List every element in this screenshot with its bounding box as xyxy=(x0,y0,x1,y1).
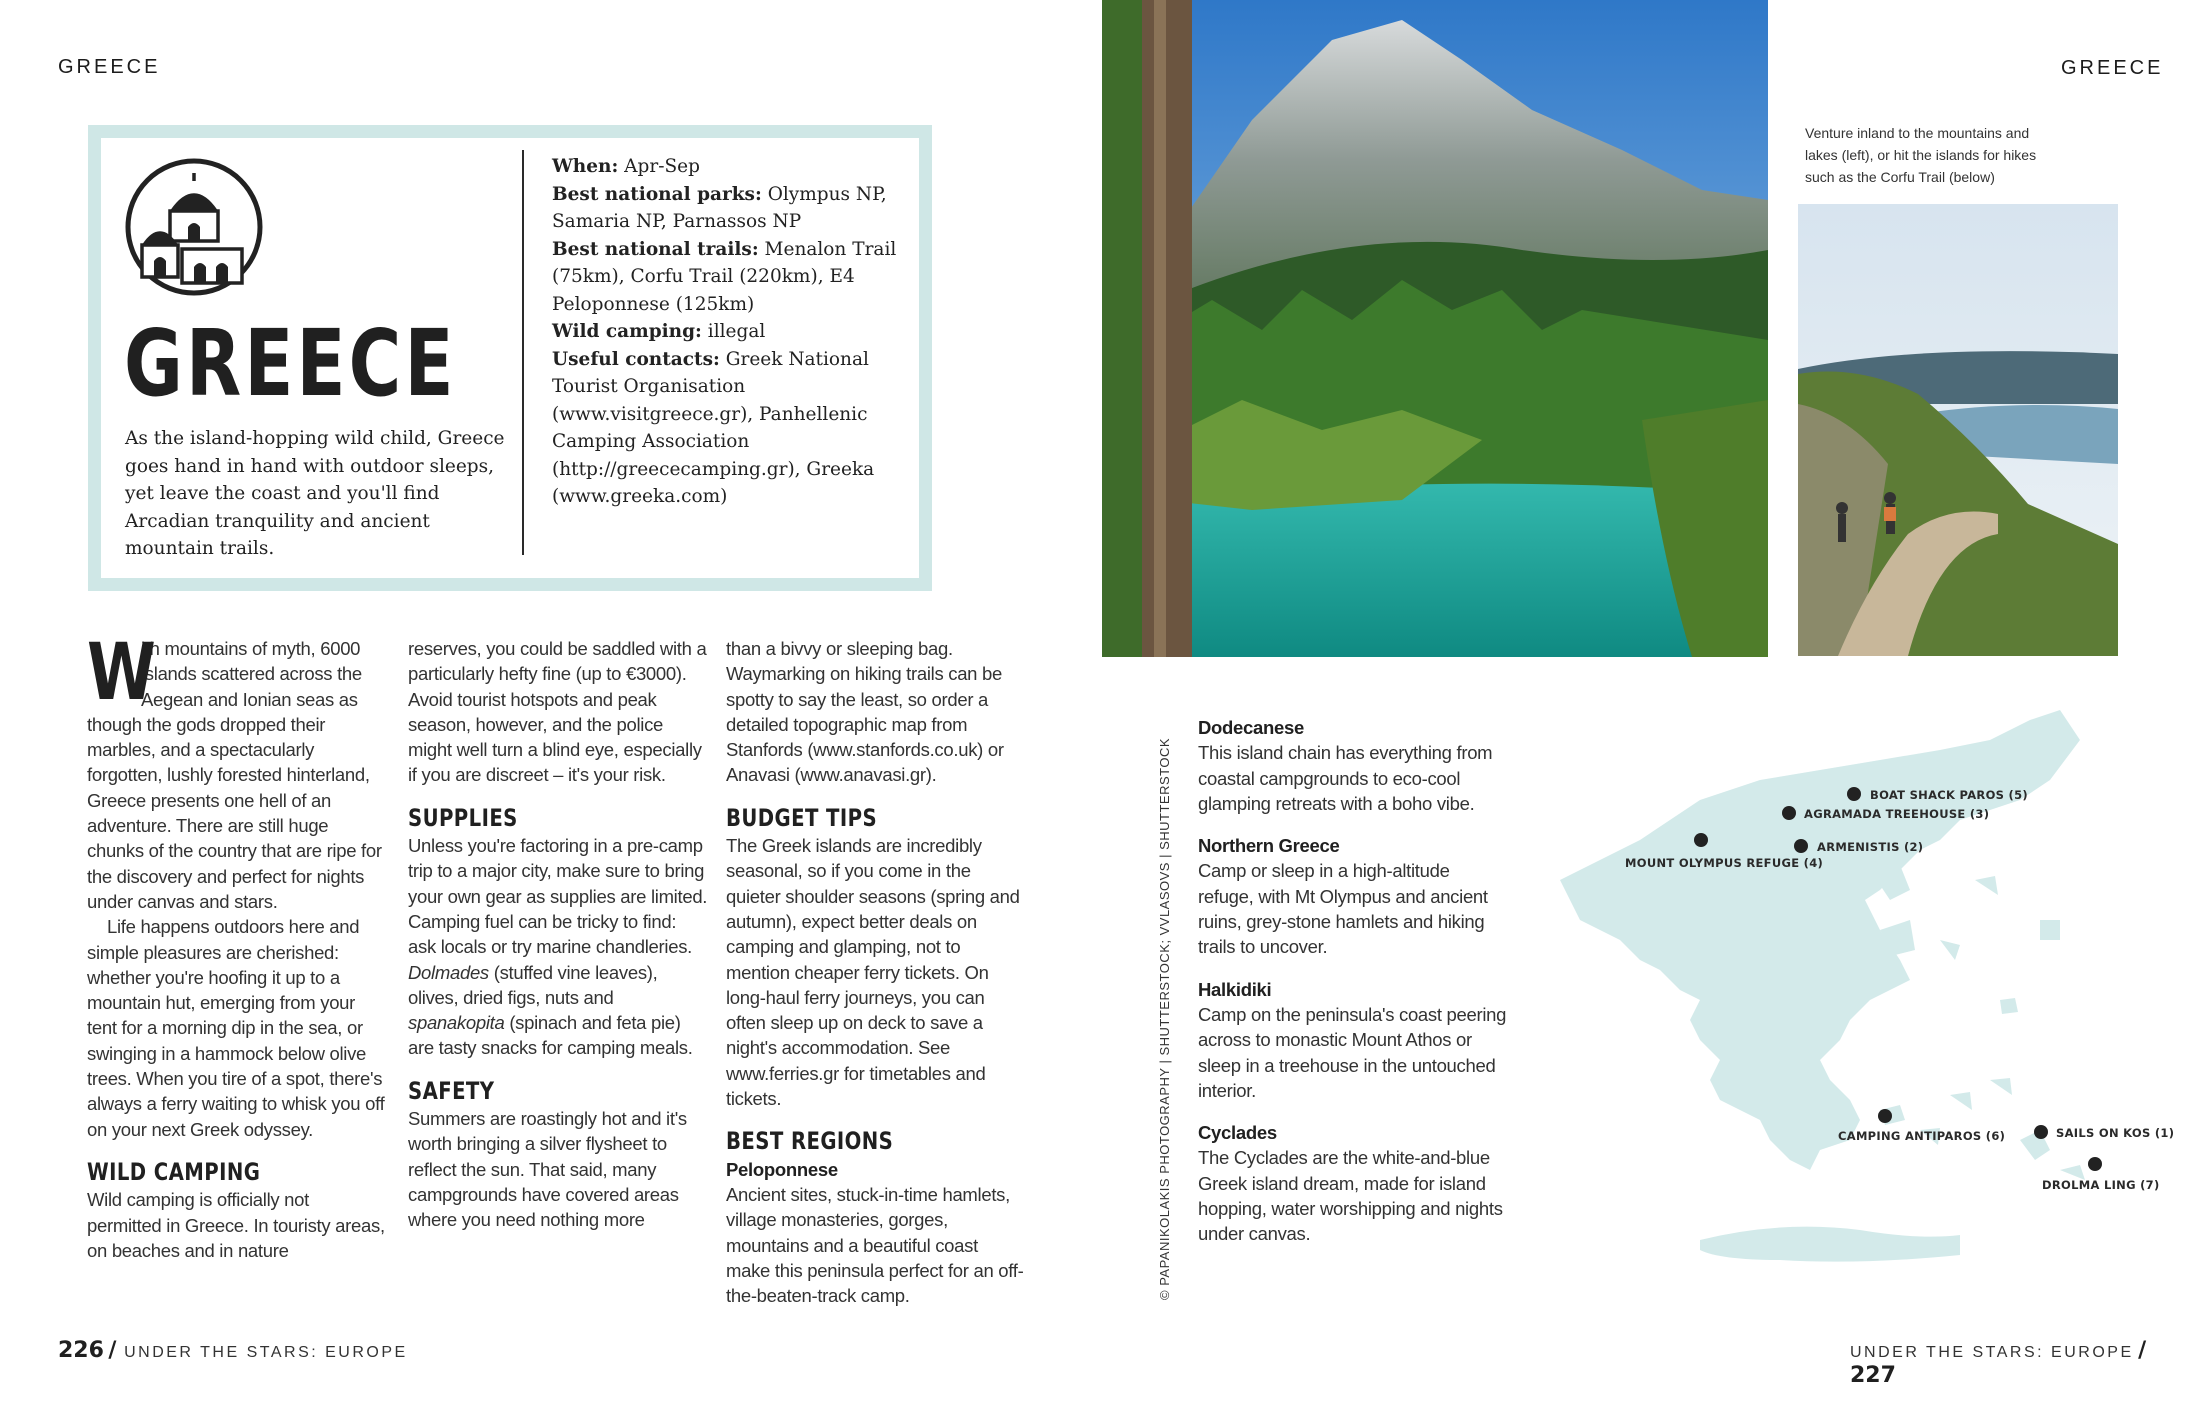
region-name: Cyclades xyxy=(1198,1122,1277,1144)
info-box-divider xyxy=(522,150,524,555)
body-column-3 xyxy=(726,636,1026,1308)
running-head-right: GREECE xyxy=(2061,57,2164,79)
region-text: The Cyclades are the white-and-blue Greek island dream, made for island hopping, water worshipping and nights under canvas. xyxy=(1198,1147,1503,1245)
fact-wild-camping: Wild camping: illegal xyxy=(552,321,766,342)
body-paragraph: ith mountains of myth, 6000 islands scattered across the Aegean and Ionian seas as though the gods dropped their marbles, and a spectacularly forgotten, lushly forested hinterland, Greece presents one hell of an adventure. There are still huge chunks of the country that are ripe for the discovery and perfect for nights under canvas and stars. xyxy=(87,638,382,912)
region-text: Camp or sleep in a high-altitude refuge, with Mt Olympus and ancient ruins, grey-stone hamlets and hiking trails to uncover. xyxy=(1198,860,1488,958)
body-paragraph: Life happens outdoors here and simple pleasures are cherished: whether you're hoofing it up to a mountain hut, emerging from your tent for a morning dip in the sea, or swinging in a hammock below olive trees. When you tire of a spot, there's always a ferry waiting to whisk you off on your next Greek odyssey. xyxy=(87,916,385,1140)
facts-list xyxy=(552,153,912,511)
body-paragraph: Summers are roastingly hot and it's worth bringing a silver flysheet to reflect the sun. That said, many campgrounds have covered areas where you need nothing more xyxy=(408,1108,687,1231)
map-pin-armenistis[interactable] xyxy=(1794,839,1808,853)
mountain-lake-photo xyxy=(1102,0,1768,657)
map-pin-agramada-treehouse[interactable] xyxy=(1782,806,1796,820)
footer-right: UNDER THE STARS: EUROPE / 227 xyxy=(1850,1338,2147,1388)
region-name: Northern Greece xyxy=(1198,835,1340,857)
map-pin-camping-antiparos[interactable] xyxy=(1878,1109,1892,1123)
map-pin-boat-shack-paros[interactable] xyxy=(1847,787,1861,801)
region-subheading: Peloponnese xyxy=(726,1158,838,1180)
map-label-drolma-ling: DROLMA LING (7) xyxy=(2042,1178,2160,1192)
greece-map xyxy=(1520,700,2175,1280)
section-heading-budget-tips: BUDGET TIPS xyxy=(726,803,878,832)
region-name: Dodecanese xyxy=(1198,717,1304,738)
footer-text-right: UNDER THE STARS: EUROPE xyxy=(1850,1344,2134,1361)
footer-text-left: UNDER THE STARS: EUROPE xyxy=(124,1344,408,1361)
section-heading-supplies: SUPPLIES xyxy=(408,803,518,832)
page-number-left: 226 xyxy=(58,1338,104,1363)
region-text: This island chain has everything from coastal campgrounds to eco-cool glamping retreats with a boho vibe. xyxy=(1198,742,1493,814)
page-title: GREECE xyxy=(124,310,457,417)
section-heading-best-regions: BEST REGIONS xyxy=(726,1127,894,1156)
region-text: Camp on the peninsula's coast peering across to monastic Mount Athos or sleep in a treehouse in the untouched interior. xyxy=(1198,1003,1507,1101)
map-label-sails-on-kos: SAILS ON KOS (1) xyxy=(2056,1126,2175,1140)
map-pin-sails-on-kos[interactable] xyxy=(2034,1125,2048,1139)
regions-list xyxy=(1198,715,1508,1247)
page-number-right: 227 xyxy=(1850,1363,1896,1388)
body-paragraph: than a bivvy or sleeping bag. Waymarking on hiking trails can be spotty to say the least, so order a detailed topographic map from Stanfords (www.stanfords.co.uk) or Anavasi (www.anavasi.gr). xyxy=(726,638,1004,786)
map-label-mount-olympus-refuge: MOUNT OLYMPUS REFUGE (4) xyxy=(1625,856,1824,870)
photo-caption: Venture inland to the mountains and lakes (left), or hit the islands for hikes such as the Corfu Trail (below) xyxy=(1805,125,2037,185)
body-paragraph: Ancient sites, stuck-in-time hamlets, village monasteries, gorges, mountains and a beautiful coast make this peninsula perfect for an off-the-beaten-track camp. xyxy=(726,1183,1024,1307)
map-pin-drolma-ling[interactable] xyxy=(2088,1157,2102,1171)
map-label-camping-antiparos: CAMPING ANTIPAROS (6) xyxy=(1838,1129,2006,1143)
section-heading-wild-camping: WILD CAMPING xyxy=(87,1157,261,1186)
fact-trails: Best national trails: Menalon Trail (75km), Corfu Trail (220km), E4 Peloponnese (125km) xyxy=(552,238,897,315)
intro-text: As the island-hopping wild child, Greece goes hand in hand with outdoor sleeps, yet leave the coast and you'll find Arcadian tranquility and ancient mountain trails. xyxy=(125,428,505,559)
section-heading-safety: SAFETY xyxy=(408,1076,495,1105)
body-column-1 xyxy=(87,628,387,1263)
fact-contacts: Useful contacts: Greek National Tourist Organisation (www.visitgreece.gr), Panhellenic Camping Association (http://greececamping.gr), Greeka (www.greeka.com) xyxy=(552,348,875,507)
fact-when: When: Apr-Sep xyxy=(552,156,700,177)
map-label-agramada-treehouse: AGRAMADA TREEHOUSE (3) xyxy=(1804,807,1990,821)
body-paragraph: The Greek islands are incredibly seasonal, so if you come in the quieter shoulder seasons (spring and autumn), expect better deals on camping and glamping, not to mention cheaper ferry tickets. On long-haul ferry journeys, you can often sleep up on deck to save a night's accommodation. See www.ferries.gr for timetables and tickets. xyxy=(726,835,1020,1110)
greek-house-emblem-icon xyxy=(124,157,264,297)
body-column-2 xyxy=(408,636,708,1233)
map-pin-mount-olympus-refuge[interactable] xyxy=(1694,833,1708,847)
corfu-trail-photo xyxy=(1798,204,2118,656)
map-label-boat-shack-paros: BOAT SHACK PAROS (5) xyxy=(1870,788,2028,802)
body-paragraph: Wild camping is officially not permitted in Greece. In touristy areas, on beaches and in nature xyxy=(87,1189,385,1261)
running-head-left: GREECE xyxy=(58,56,161,78)
footer-left: 226 / UNDER THE STARS: EUROPE xyxy=(58,1338,408,1363)
body-paragraph: reserves, you could be saddled with a particularly hefty fine (up to €3000). Avoid tourist hotspots and peak season, however, and the police might well turn a blind eye, especially if you are discreet – it's your risk. xyxy=(408,638,707,786)
drop-cap: W xyxy=(87,628,156,718)
body-paragraph: Unless you're factoring in a pre-camp trip to a major city, make sure to bring your own gear as supplies are limited. Camping fuel can be tricky to find: ask locals or try marine chandleries. Dolmades (stuffed vine leaves), olives, dried figs, nuts and spanakopita (spinach and feta pie) are tasty snacks for camping meals. xyxy=(408,835,708,1059)
photo-credit: © PAPANIKOLAKIS PHOTOGRAPHY | SHUTTERSTOCK; VVLASOVS | SHUTTERSTOCK xyxy=(1157,737,1172,1300)
region-name: Halkidiki xyxy=(1198,978,1272,1000)
fact-parks: Best national parks: Olympus NP, Samaria NP, Parnassos NP xyxy=(552,183,887,232)
map-label-armenistis: ARMENISTIS (2) xyxy=(1817,840,1924,854)
